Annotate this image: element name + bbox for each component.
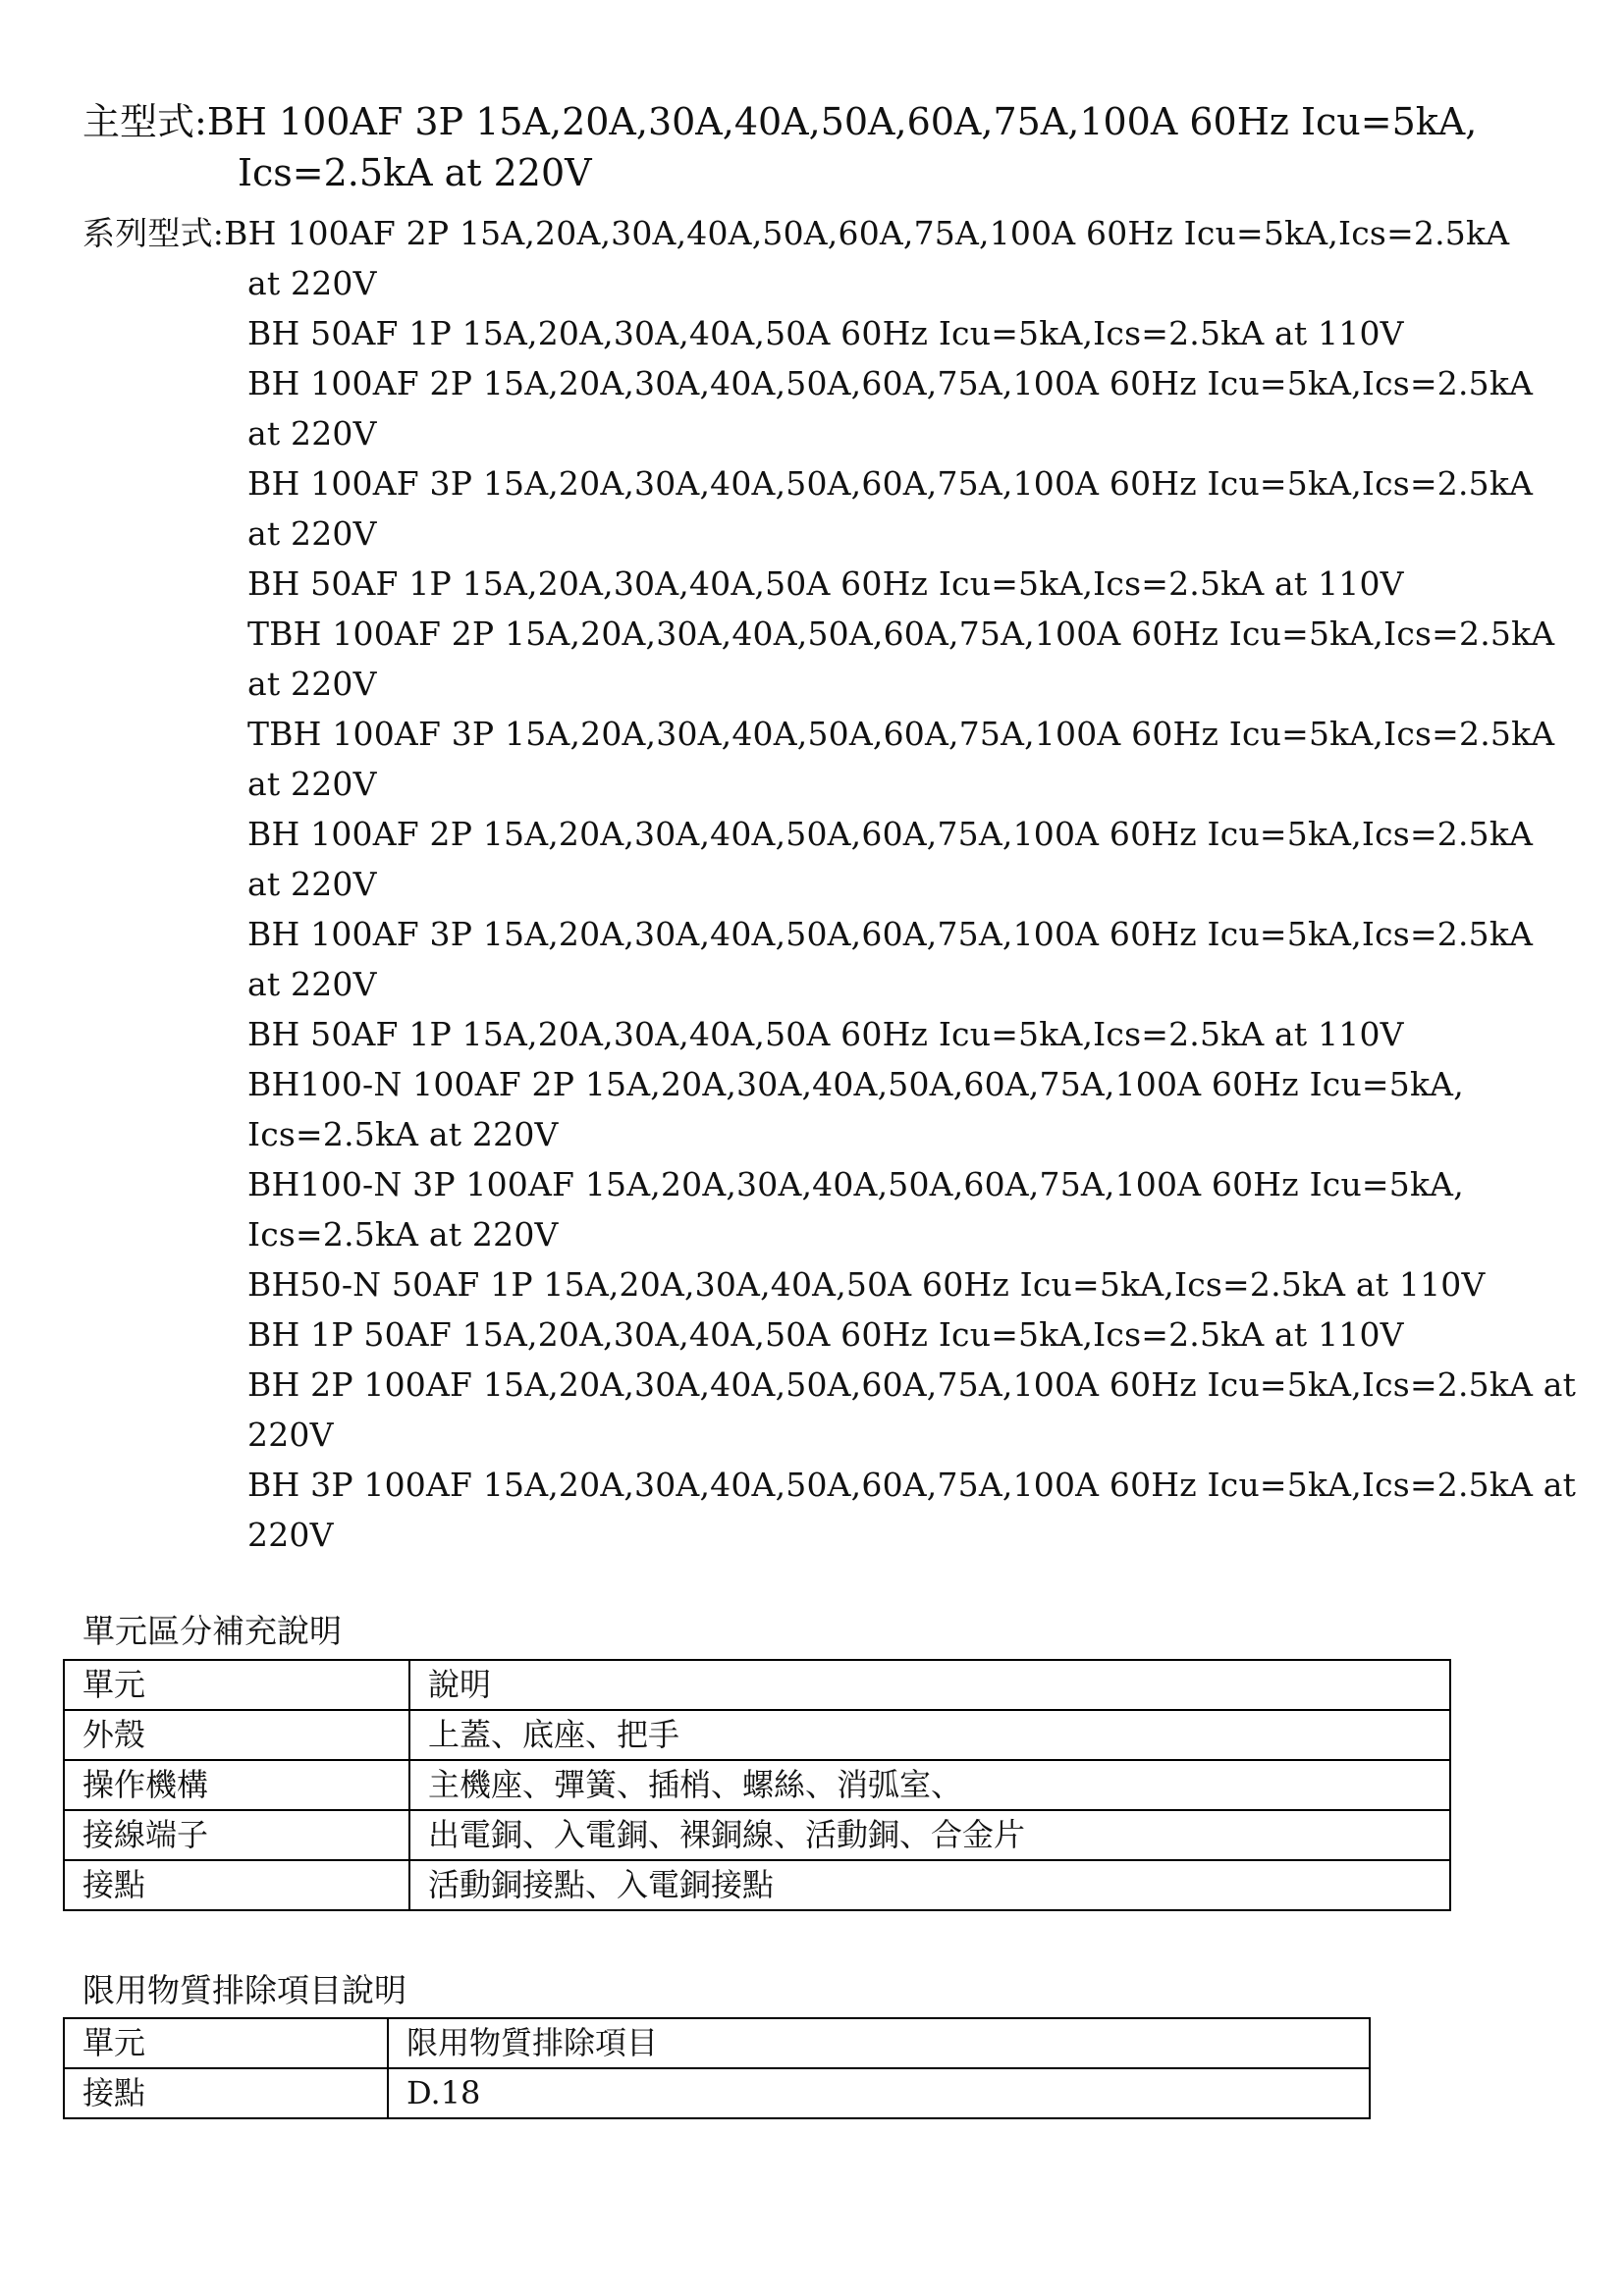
table-header-row [64, 1660, 1450, 1710]
series-model-line: BH50-N 50AF 1P 15A,20A,30A,40A,50A 60Hz Icu=5kA,Ics=2.5kA at 110V [247, 1265, 1486, 1304]
series-model-line: TBH 100AF 3P 15A,20A,30A,40A,50A,60A,75A,100A 60Hz Icu=5kA,Ics=2.5kA [247, 715, 1555, 753]
table-row [64, 2068, 1370, 2118]
main-model-section [82, 96, 1555, 198]
series-model-line: at 220V [247, 264, 377, 302]
header-desc-cell: 說明 [409, 1660, 1450, 1710]
series-model-line: Ics=2.5kA at 220V [247, 1115, 559, 1153]
series-model-line: at 220V [247, 514, 377, 553]
series-model-line: Ics=2.5kA at 220V [247, 1215, 559, 1254]
series-model-line: at 220V [247, 965, 377, 1003]
unit-table [63, 1659, 1451, 1911]
series-model-line: BH 1P 50AF 15A,20A,30A,40A,50A 60Hz Icu=5kA,Ics=2.5kA at 110V [247, 1315, 1404, 1354]
table-row [64, 1710, 1450, 1760]
series-model-line: at 220V [247, 765, 377, 803]
main-model-line-2: Ics=2.5kA at 220V [238, 151, 592, 194]
desc-cell: 活動銅接點、入電銅接點 [409, 1860, 1450, 1910]
series-model-line: BH 100AF 2P 15A,20A,30A,40A,50A,60A,75A,100A 60Hz Icu=5kA,Ics=2.5kA [247, 815, 1534, 853]
unit-cell: 接點 [64, 2068, 388, 2118]
main-model-spec: BH 100AF 3P 15A,20A,30A,40A,50A,60A,75A,100A 60Hz Icu=5kA, [206, 100, 1478, 143]
series-model-line: BH 100AF 3P 15A,20A,30A,40A,50A,60A,75A,100A 60Hz Icu=5kA,Ics=2.5kA [247, 464, 1534, 503]
desc-cell: 出電銅、入電銅、裸銅線、活動銅、合金片 [409, 1810, 1450, 1860]
series-model-first-line [82, 208, 1575, 258]
series-model-spec: BH 100AF 2P 15A,20A,30A,40A,50A,60A,75A,100A 60Hz Icu=5kA,Ics=2.5kA [224, 214, 1510, 252]
series-model-line: 220V [247, 1415, 334, 1454]
series-model-line: BH 50AF 1P 15A,20A,30A,40A,50A 60Hz Icu=5kA,Ics=2.5kA at 110V [247, 564, 1404, 603]
exclusion-table [63, 2017, 1371, 2119]
series-model-line: at 220V [247, 665, 377, 703]
series-model-line: TBH 100AF 2P 15A,20A,30A,40A,50A,60A,75A,100A 60Hz Icu=5kA,Ics=2.5kA [247, 614, 1555, 653]
unit-cell: 接線端子 [64, 1810, 409, 1860]
table-header-row [64, 2018, 1370, 2068]
desc-cell: D.18 [388, 2068, 1370, 2118]
series-model-line: BH 3P 100AF 15A,20A,30A,40A,50A,60A,75A,100A 60Hz Icu=5kA,Ics=2.5kA at [247, 1466, 1577, 1504]
series-model-line: BH100-N 100AF 2P 15A,20A,30A,40A,50A,60A,75A,100A 60Hz Icu=5kA, [247, 1065, 1464, 1103]
desc-cell: 上蓋、底座、把手 [409, 1710, 1450, 1760]
unit-cell: 操作機構 [64, 1760, 409, 1810]
unit-table-caption: 單元區分補充說明 [82, 1612, 342, 1650]
series-model-line: at 220V [247, 414, 377, 453]
series-model-line: BH 50AF 1P 15A,20A,30A,40A,50A 60Hz Icu=5kA,Ics=2.5kA at 110V [247, 314, 1404, 352]
header-unit-cell: 單元 [64, 1660, 409, 1710]
main-model-label: 主型式: [82, 100, 207, 143]
main-model-line-1 [82, 96, 1555, 147]
table-row [64, 1760, 1450, 1810]
series-model-line: 220V [247, 1516, 334, 1554]
header-unit-cell: 單元 [64, 2018, 388, 2068]
series-models-section [82, 208, 1575, 1560]
exclusion-table-caption: 限用物質排除項目說明 [82, 1971, 406, 2009]
series-model-line: BH 100AF 2P 15A,20A,30A,40A,50A,60A,75A,100A 60Hz Icu=5kA,Ics=2.5kA [247, 364, 1534, 402]
series-model-line: BH100-N 3P 100AF 15A,20A,30A,40A,50A,60A,75A,100A 60Hz Icu=5kA, [247, 1165, 1464, 1203]
series-model-label: 系列型式: [82, 214, 225, 252]
header-desc-cell: 限用物質排除項目 [388, 2018, 1370, 2068]
series-model-line: BH 100AF 3P 15A,20A,30A,40A,50A,60A,75A,100A 60Hz Icu=5kA,Ics=2.5kA [247, 915, 1534, 953]
unit-cell: 接點 [64, 1860, 409, 1910]
series-model-line: at 220V [247, 865, 377, 903]
table-row [64, 1810, 1450, 1860]
series-model-line: BH 2P 100AF 15A,20A,30A,40A,50A,60A,75A,100A 60Hz Icu=5kA,Ics=2.5kA at [247, 1365, 1577, 1404]
unit-cell: 外殼 [64, 1710, 409, 1760]
desc-cell: 主機座、彈簧、插梢、螺絲、消弧室、 [409, 1760, 1450, 1810]
series-model-line: BH 50AF 1P 15A,20A,30A,40A,50A 60Hz Icu=5kA,Ics=2.5kA at 110V [247, 1015, 1404, 1053]
table-row [64, 1860, 1450, 1910]
